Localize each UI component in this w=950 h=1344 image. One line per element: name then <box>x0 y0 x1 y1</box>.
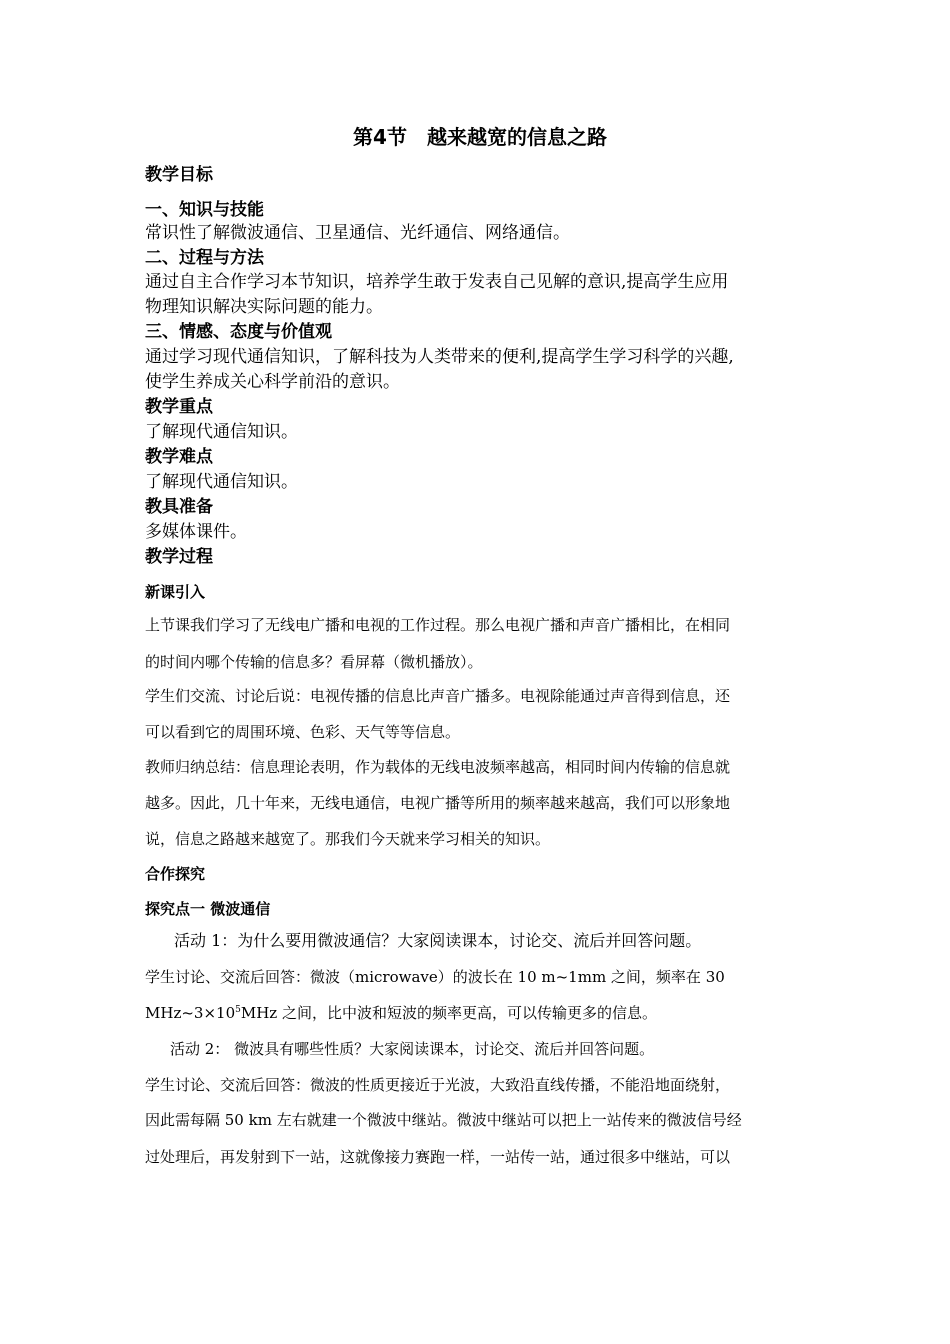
heading-key-points: 教学重点 <box>145 397 213 417</box>
emotion-text-line1: 通过学习现代通信知识，了解科技为人类带来的便利,提高学生学习科学的兴趣, <box>145 347 734 367</box>
difficulties-text: 了解现代通信知识。 <box>145 472 298 492</box>
heading-difficulties: 教学难点 <box>145 447 213 467</box>
intro-line6: 越多。因此，几十年来，无线电通信，电视广播等所用的频率越来越高，我们可以形象地 <box>145 794 731 812</box>
process-text-line2: 物理知识解决实际问题的能力。 <box>145 297 383 317</box>
heading-intro: 新课引入 <box>145 583 206 601</box>
heading-point1: 探究点一 微波通信 <box>145 900 271 918</box>
heading-emotion: 三、情感、态度与价值观 <box>145 322 332 342</box>
intro-line5: 教师归纳总结：信息理论表明，作为载体的无线电波频率越高，相同时间内传输的信息就 <box>145 758 731 776</box>
key-points-text: 了解现代通信知识。 <box>145 422 298 442</box>
intro-line7: 说，信息之路越来越宽了。那我们今天就来学习相关的知识。 <box>145 830 551 848</box>
activity1-answer-line2: $MHz\sim 3\times 10^5MHz$ 之间，比中波和短波的频率更高，可以传输更多的信息。 <box>145 1004 657 1022</box>
process-text-line1: 通过自主合作学习本节知识，培养学生敢于发表自己见解的意识,提高学生应用 <box>145 272 729 292</box>
activity1-question: 活动 1：为什么要用微波通信？大家阅读课本，讨论交、流后并回答问题。 <box>174 931 702 950</box>
heading-procedure: 教学过程 <box>145 547 213 567</box>
activity2-question: 活动 2： 微波具有哪些性质？大家阅读课本，讨论交、流后并回答问题。 <box>170 1040 655 1058</box>
heading-process: 二、过程与方法 <box>145 248 264 268</box>
activity2-answer-line2: 因此需每隔 50 km 左右就建一个微波中继站。微波中继站可以把上一站传来的微波信号经 <box>145 1111 742 1129</box>
activity1-answer-line1: 学生讨论、交流后回答：微波（microwave）的波长在 10 m~1mm 之间，频率在 30 <box>145 968 725 986</box>
intro-line1: 上节课我们学习了无线电广播和电视的工作过程。那么电视广播和声音广播相比，在相同 <box>145 616 731 634</box>
intro-line3: 学生们交流、讨论后说：电视传播的信息比声音广播多。电视除能通过声音得到信息，还 <box>145 687 731 705</box>
intro-line2: 的时间内哪个传输的信息多？看屏幕（微机播放）。 <box>145 653 483 671</box>
activity2-answer-line3: 过处理后，再发射到下一站，这就像接力赛跑一样，一站传一站，通过很多中继站，可以 <box>145 1148 731 1166</box>
heading-knowledge: 一、知识与技能 <box>145 200 264 220</box>
page-title: 第4节 越来越宽的信息之路 <box>353 125 607 149</box>
knowledge-text: 常识性了解微波通信、卫星通信、光纤通信、网络通信。 <box>145 223 570 243</box>
heading-tools: 教具准备 <box>145 497 213 517</box>
heading-objectives: 教学目标 <box>145 165 213 185</box>
activity2-answer-line1: 学生讨论、交流后回答：微波的性质更接近于光波，大致沿直线传播，不能沿地面绕射， <box>145 1076 731 1094</box>
emotion-text-line2: 使学生养成关心科学前沿的意识。 <box>145 372 400 392</box>
tools-text: 多媒体课件。 <box>145 522 247 542</box>
heading-coop: 合作探究 <box>145 865 206 883</box>
intro-line4: 可以看到它的周围环境、色彩、天气等等信息。 <box>145 723 461 741</box>
